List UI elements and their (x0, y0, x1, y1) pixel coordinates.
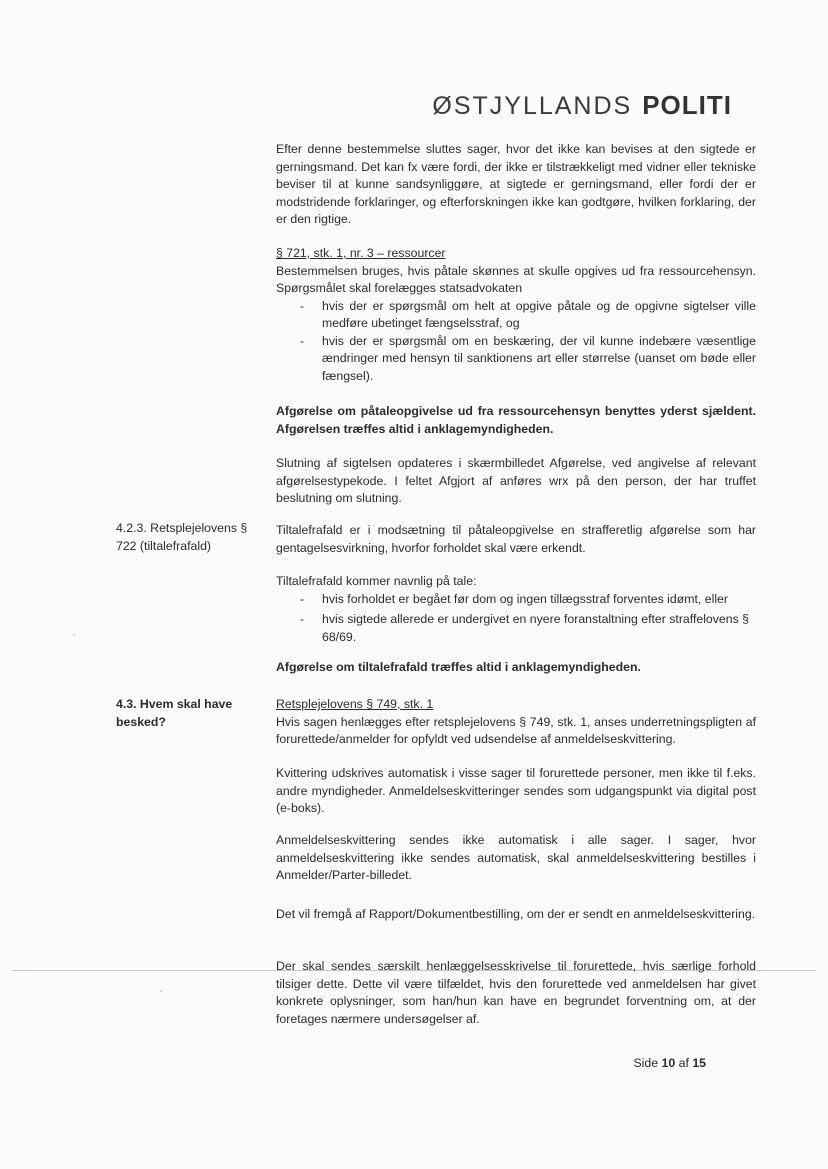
page-prefix: Side (633, 1056, 659, 1070)
paragraph-anmeldelseskvittering (276, 832, 756, 885)
list-item: - hvis sigtede allerede er undergivet en nyere foranstaltning efter straffelovens § 68/69. (276, 611, 756, 646)
paragraph-721-intro (276, 141, 756, 229)
list-item: - hvis der er spørgsmål om helt at opgive påtale og de opgivne sigtelser ville medføre ubetinget fængselsstraf, og (276, 298, 756, 333)
bold-notice-tiltalefrafald (276, 659, 756, 677)
body-text: Der skal sendes særskilt henlæggelsesskrivelse til forurettede, hvis særlige forhold tilsiger dette. Dette vil være tilfældet, hvis den forurettede ved anmeldelsen har givet konkrete oplysninger, som han/hun kan have en begrundet forventning om, at der foretages nærmere undersøgelser af. (276, 959, 756, 1026)
body-text: Det vil fremgå af Rapport/Dokumentbestilling, om der er sendt en anmeldelseskvittering. (276, 907, 756, 921)
scan-speck (160, 990, 162, 992)
section-heading: § 721, stk. 1, nr. 3 – ressourcer (276, 246, 446, 260)
list-item: - hvis forholdet er begået før dom og ingen tillægsstraf forventes idømt, eller (276, 591, 756, 609)
body-text: Tiltalefrafald kommer navnlig på tale: (276, 574, 477, 588)
body-text: Efter denne bestemmelse sluttes sager, hvor det ikke kan bevises at den sigtede er gerningsmand. Det kan fx være fordi, der ikke er tilstrækkeligt med vidner eller tekniske beviser til at kunne sandsynliggøre, at sigtede er gerningsmand, eller fordi der er modstridende forklaringer, og efterforskningen ikke kan godtgøre, hvilken forklaring, der er den rigtige. (276, 142, 756, 226)
bold-text: Afgørelse om tiltalefrafald træffes altid i anklagemyndigheden. (276, 660, 641, 674)
scan-speck (73, 634, 75, 636)
logo-name: ØSTJYLLANDS (432, 92, 633, 120)
page-sep: af (678, 1056, 689, 1070)
paragraph-rapport (276, 906, 756, 924)
side-label-423: 4.2.3. Retsplejelovens § 722 (tiltalefrafald) (116, 521, 248, 553)
page-current: 10 (661, 1056, 676, 1070)
paragraph-henlaeggelse (276, 958, 756, 1028)
politi-logo (432, 90, 732, 121)
body-text: Bestemmelsen bruges, hvis påtale skønnes at skulle opgives ud fra ressourcehensyn. Spørgsmålet skal forelægges statsadvokaten (276, 263, 756, 295)
list-item: - hvis der er spørgsmål om en beskæring, der vil kunne indebære væsentlige ændringer med hensyn til sanktionens art eller størrelse (uanset om bøde eller fængsel). (276, 333, 756, 386)
section-tiltalefrafald-list (276, 573, 756, 646)
page-total: 15 (692, 1056, 706, 1070)
body-text: Anmeldelseskvittering sendes ikke automatisk i alle sager. I sager, hvor anmeldelseskvittering ikke sendes automatisk, skal anmeldelseskvittering bestilles i Anmelder/Parter-billedet. (276, 833, 756, 882)
section-749 (276, 696, 756, 749)
bullet-list (276, 591, 756, 647)
bold-text: Afgørelse om påtaleopgivelse ud fra ressourcehensyn benyttes yderst sjældent. Afgørelsen træffes altid i anklagemyndigheden. (276, 404, 756, 436)
paragraph-slutning (276, 455, 756, 508)
body-text: Hvis sagen henlægges efter retsplejelovens § 749, stk. 1, anses underretningspligten af forurettede/anmelder for opfyldt ved udsendelse af anmeldelseskvittering. (276, 714, 756, 746)
body-text: Kvittering udskrives automatisk i visse sager til forurettede personer, men ikke til f.eks. andre myndigheder. Anmeldelseskvitteringer sendes som udgangspunkt via digital post (e-boks). (276, 766, 756, 815)
body-text: Tiltalefrafald er i modsætning til påtaleopgivelse en strafferetlig afgørelse som har gentagelsesvirkning, hvorfor forholdet skal være erkendt. (276, 523, 756, 555)
side-label-43: 4.3. Hvem skal have besked? (116, 697, 233, 729)
body-text: Slutning af sigtelsen opdateres i skærmbilledet Afgørelse, ved angivelse af relevant afgørelsestypekode. I feltet Afgjort af anføres wrx på den person, der har truffet beslutning om slutning. (276, 456, 756, 505)
bold-notice (276, 403, 756, 438)
bullet-list (276, 298, 756, 386)
paragraph-tiltalefrafald (276, 522, 756, 557)
page-number (633, 1056, 706, 1070)
section-721-ressourcer (276, 245, 756, 385)
paragraph-kvittering (276, 765, 756, 818)
section-heading: Retsplejelovens § 749, stk. 1 (276, 697, 434, 711)
logo-politi: POLITI (642, 90, 732, 120)
